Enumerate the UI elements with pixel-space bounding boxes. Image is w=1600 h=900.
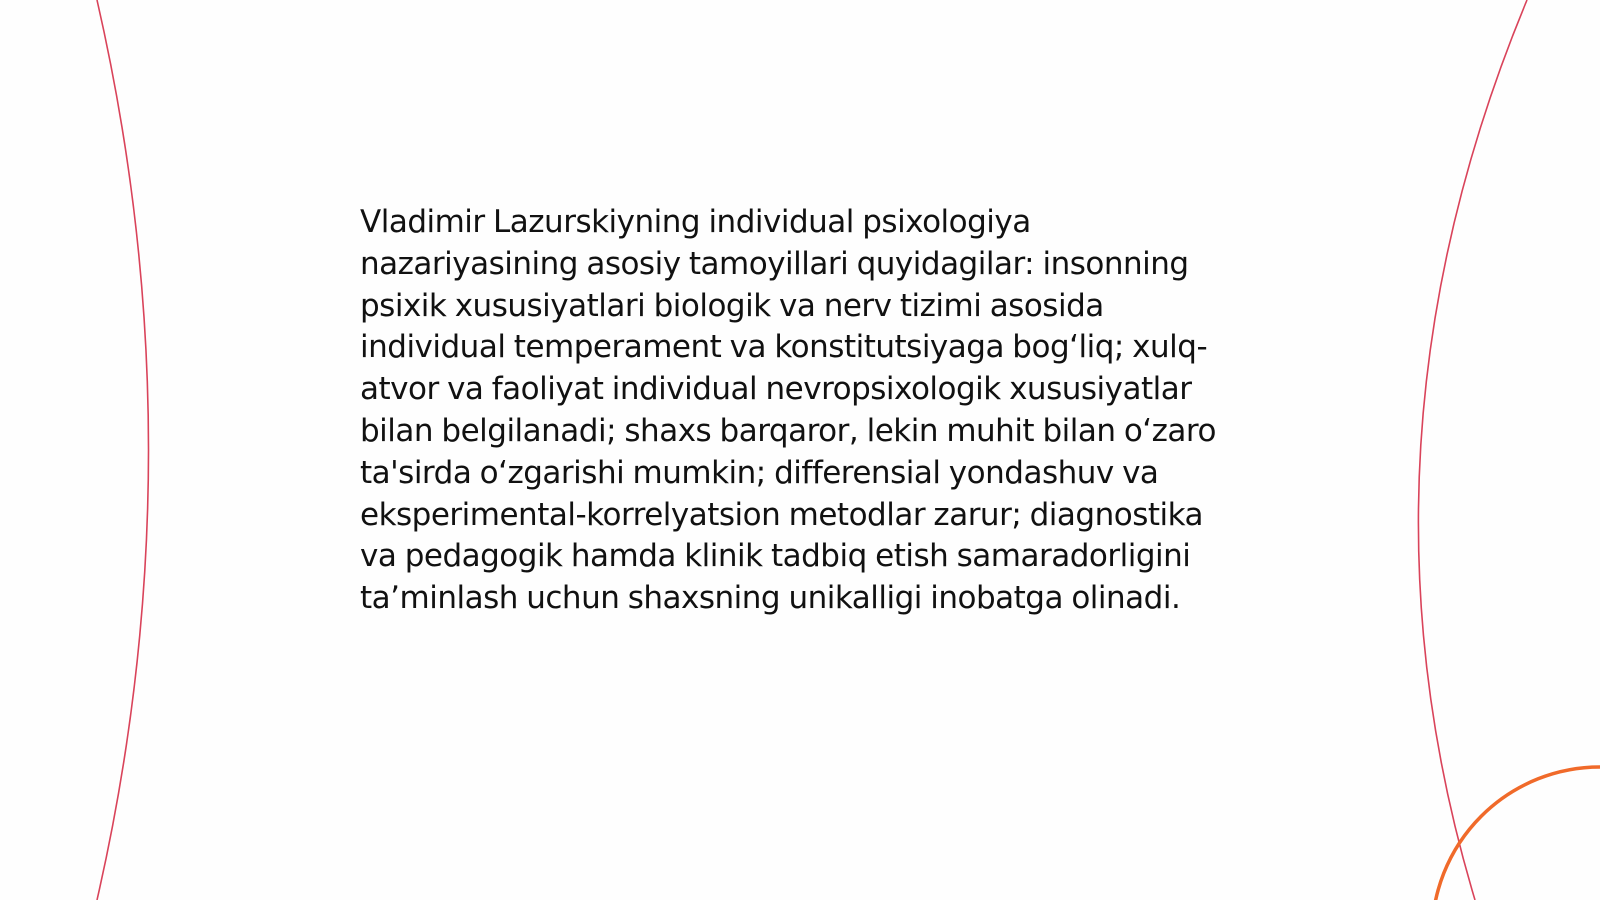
left-arc — [97, 0, 149, 900]
right-arc — [1418, 0, 1527, 900]
slide-body-text: Vladimir Lazurskiyning individual psixologiya nazariyasining asosiy tamoyillari quyidagilar: insonning psixik xususiyatlari biologik va nerv tizimi asosida individual temperament va konstitutsiyaga bogʻliq; xulq-atvor va faoliyat individual nevropsixologik xususiyatlar bilan belgilanadi; shaxs barqaror, lekin muhit bilan oʻzaro ta'sirda oʻzgarishi mumkin; differensial yondashuv va eksperimental-korrelyatsion metodlar zarur; diagnostika va pedagogik hamda klinik tadbiq etish samaradorligini taʼminlash uchun shaxsning unikalligi inobatga olinadi. — [360, 204, 1216, 617]
